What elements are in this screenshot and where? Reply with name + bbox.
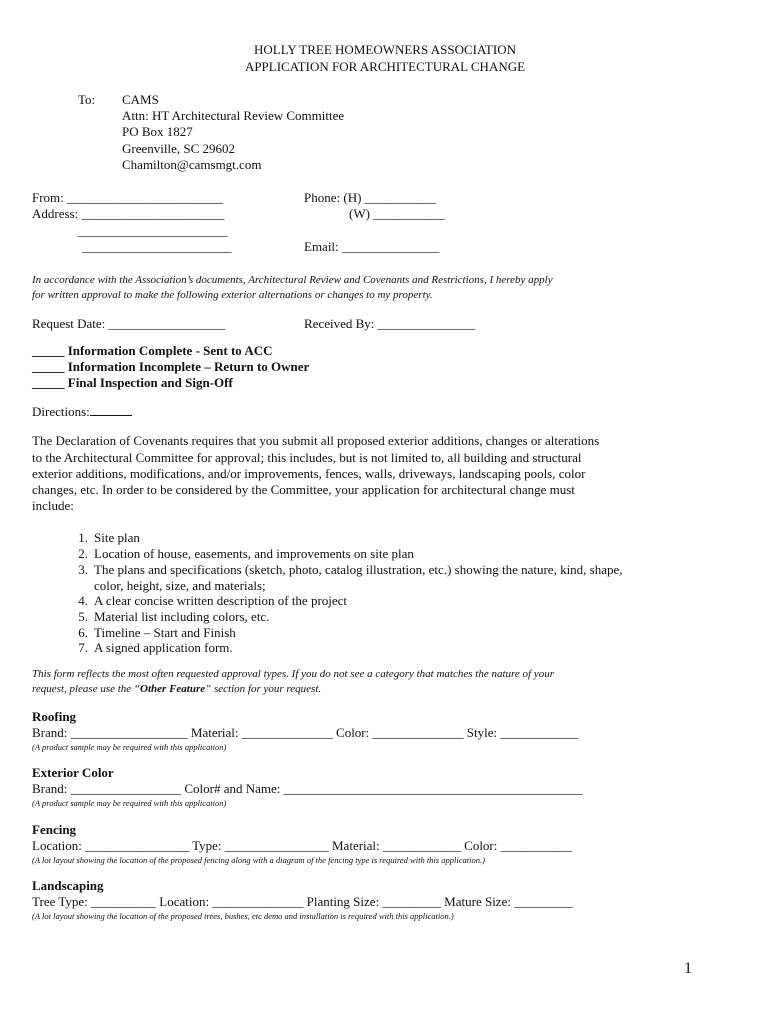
phone-work-field[interactable]: (W) ___________ [349,206,445,221]
check-label: Final Inspection and Sign-Off [67,375,233,390]
check-label: Information Complete - Sent to ACC [67,343,273,358]
directions-para-line2: to the Architectural Committee for approval; this includes, but is not limited to, all building and structural [32,450,582,465]
request-date-field[interactable]: Request Date: __________________ [32,316,226,331]
list-text: Material list including colors, etc. [94,609,270,624]
list-item [66,562,623,579]
section-title-landscaping: Landscaping [32,878,104,893]
intro-line1: In accordance with the Association’s documents, Architectural Review and Covenants and Restrictions, I hereby apply [32,274,553,286]
address-line-city: Greenville, SC 29602 [122,141,236,156]
list-item [66,640,233,657]
directions-para-line3: exterior additions, modifications, and/or improvements, fences, walls, driveways, landscaping pools, color [32,466,586,481]
directions-para-line1: The Declaration of Covenants requires that you submit all proposed exterior additions, changes or alterations [32,433,600,448]
directions-heading-text: Directions: [32,404,90,419]
list-item [66,593,347,610]
check-info-incomplete[interactable] [32,359,309,376]
exterior-color-note: (A product sample may be required with this application) [32,798,227,808]
list-text: Timeline – Start and Finish [94,625,236,640]
page-number: 1 [684,960,692,977]
section-title-roofing: Roofing [32,709,77,724]
check-blank: _____ [32,343,65,358]
section-title-exterior-color: Exterior Color [32,765,114,780]
list-item-continuation: color, height, size, and materials; [94,578,266,593]
to-label: To: [78,92,96,107]
check-final-inspection[interactable] [32,375,233,392]
note-text: request, please use the “ [32,683,141,695]
list-text: Location of house, easements, and improvements on site plan [94,546,414,561]
landscaping-fields[interactable]: Tree Type: __________ Location: ______________ Planting Size: _________ Mature Size: _________ [32,894,573,909]
list-number: 4. [78,593,88,608]
address-line-name: CAMS [122,92,159,107]
list-item [66,546,414,563]
check-info-complete[interactable] [32,343,272,360]
address-line-email: Chamilton@camsmgt.com [122,157,262,172]
list-number: 1. [78,530,88,545]
roofing-fields[interactable]: Brand: __________________ Material: ______________ Color: ______________ Style: ____________ [32,725,579,740]
address-field-line2[interactable]: _______________________ [78,223,228,238]
from-field[interactable]: From: ________________________ [32,190,224,205]
directions-para-line4: changes, etc. In order to be considered by the Committee, your application for architectural change must [32,482,575,497]
check-label: Information Incomplete – Return to Owner [67,359,310,374]
list-number: 2. [78,546,88,561]
list-number: 7. [78,640,88,655]
list-text: The plans and specifications (sketch, photo, catalog illustration, etc.) showing the nature, kind, shape, [94,562,623,577]
list-text: A signed application form. [94,640,233,655]
section-title-fencing: Fencing [32,822,77,837]
note-line1: This form reflects the most often requested approval types. If you do not see a category that matches the nature of your [32,668,555,680]
exterior-color-fields[interactable]: Brand: _________________ Color# and Name: ______________________________________________ [32,781,583,796]
address-line-pobox: PO Box 1827 [122,124,193,139]
fencing-note: (A lot layout showing the location of the proposed fencing along with a diagram of the fencing type is required with this application.) [32,855,485,865]
list-number: 6. [78,625,88,640]
note-text: ” section for your request. [205,683,322,695]
list-text: Site plan [94,530,140,545]
roofing-note: (A product sample may be required with this application) [32,742,227,752]
list-item [66,609,269,626]
landscaping-note: (A lot layout showing the location of the proposed trees, bushes, etc demo and installation is required with this application.) [32,911,454,921]
check-blank: _____ [32,359,65,374]
phone-home-field[interactable]: Phone: (H) ___________ [304,190,437,205]
directions-para-line5: include: [32,498,74,513]
address-field-line3[interactable]: _______________________ [82,239,232,254]
address-line-attn: Attn: HT Architectural Review Committee [122,108,345,123]
fencing-fields[interactable]: Location: ________________ Type: ________________ Material: ____________ Color: ___________ [32,838,573,853]
address-field[interactable]: Address: ______________________ [32,206,225,221]
note-line2 [32,682,321,697]
list-number: 3. [78,562,88,577]
form-title: HOLLY TREE HOMEOWNERS ASSOCIATION [254,42,516,57]
check-blank: _____ [32,375,65,390]
note-other-feature: Other Feature [140,683,206,695]
form-subtitle: APPLICATION FOR ARCHITECTURAL CHANGE [244,59,526,74]
intro-line2: for written approval to make the following exterior alternations or changes to my property. [32,289,433,301]
list-text: A clear concise written description of the project [94,593,348,608]
list-item [66,530,140,547]
email-field[interactable]: Email: _______________ [304,239,440,254]
received-by-field[interactable]: Received By: _______________ [304,316,476,331]
list-number: 5. [78,609,88,624]
directions-heading [32,404,132,421]
directions-underline [90,404,132,416]
